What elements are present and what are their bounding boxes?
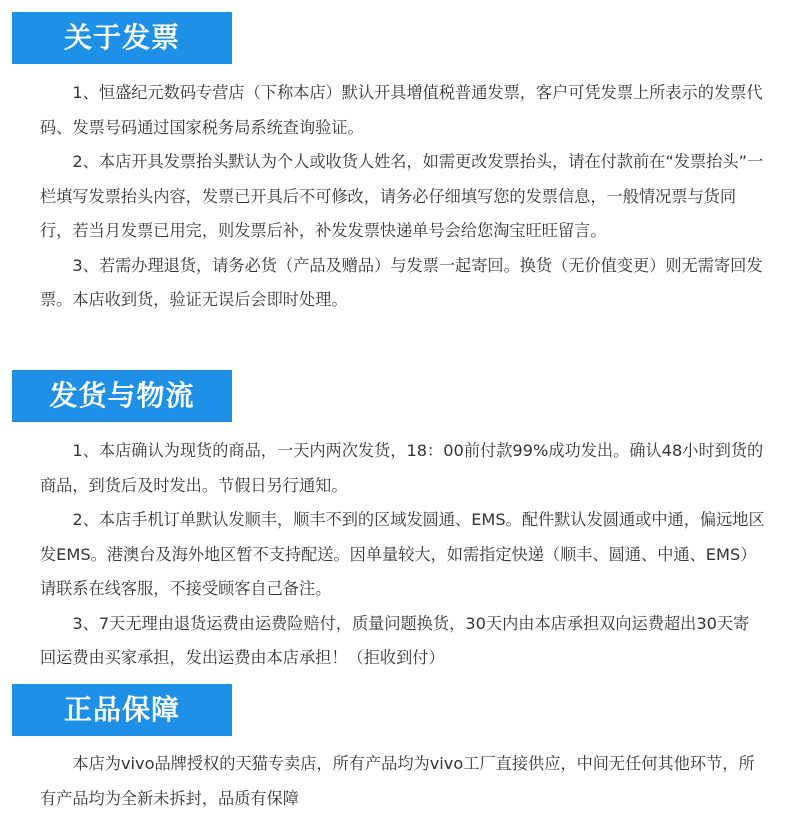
invoice-paragraph-2: 2、本店开具发票抬头默认为个人或收货人姓名，如需更改发票抬头，请在付款前在“发票抬头”一栏填写发票抬头内容，发票已开具后不可修改，请务必仔细填写您的发票信息，一般情况票与货同行，若当月发票已用完，则发票后补，补发发票快递单号会给您淘宝旺旺留言。 [40, 152, 764, 240]
shipping-paragraph-2: 2、本店手机订单默认发顺丰，顺丰不到的区域发圆通、EMS。配件默认发圆通或中通，偏远地区发EMS。港澳台及海外地区暂不支持配送。因单量较大，如需指定快递（顺丰、圆通、中通、EMS）请联系在线客服，不接受顾客自己备注。 [40, 510, 765, 598]
shipping-paragraph-1: 1、本店确认为现货的商品，一天内两次发货，18：00前付款99%成功发出。确认48小时到货的商品，到货后及时发出。节假日另行通知。 [40, 441, 764, 495]
authentic-paragraph-1: 本店为vivo品牌授权的天猫专卖店，所有产品均为vivo工厂直接供应，中间无任何其他环节，所有产品均为全新未拆封，品质有保障 [40, 754, 755, 808]
invoice-paragraph-3: 3、若需办理退货，请务必货（产品及赠品）与发票一起寄回。换货（无价值变更）则无需寄回发票。本店收到货，验证无误后会即时处理。 [40, 255, 763, 309]
invoice-paragraph-1: 1、恒盛纪元数码专营店（下称本店）默认开具增值税普通发票，客户可凭发票上所表示的发票代码、发票号码通过国家税务局系统查询验证。 [40, 83, 763, 137]
section-title-authentic: 正品保障 [12, 684, 232, 736]
section-body-shipping [40, 434, 765, 676]
section-body-invoice [40, 76, 765, 318]
section-title-shipping: 发货与物流 [12, 370, 232, 422]
shipping-paragraph-3: 3、7天无理由退货运费由运费险赔付，质量问题换货，30天内由本店承担双向运费超出30天寄回运费由买家承担，发出运费由本店承担！（拒收到付） [40, 613, 750, 667]
section-body-authentic [40, 747, 765, 816]
section-title-invoice: 关于发票 [12, 12, 232, 64]
